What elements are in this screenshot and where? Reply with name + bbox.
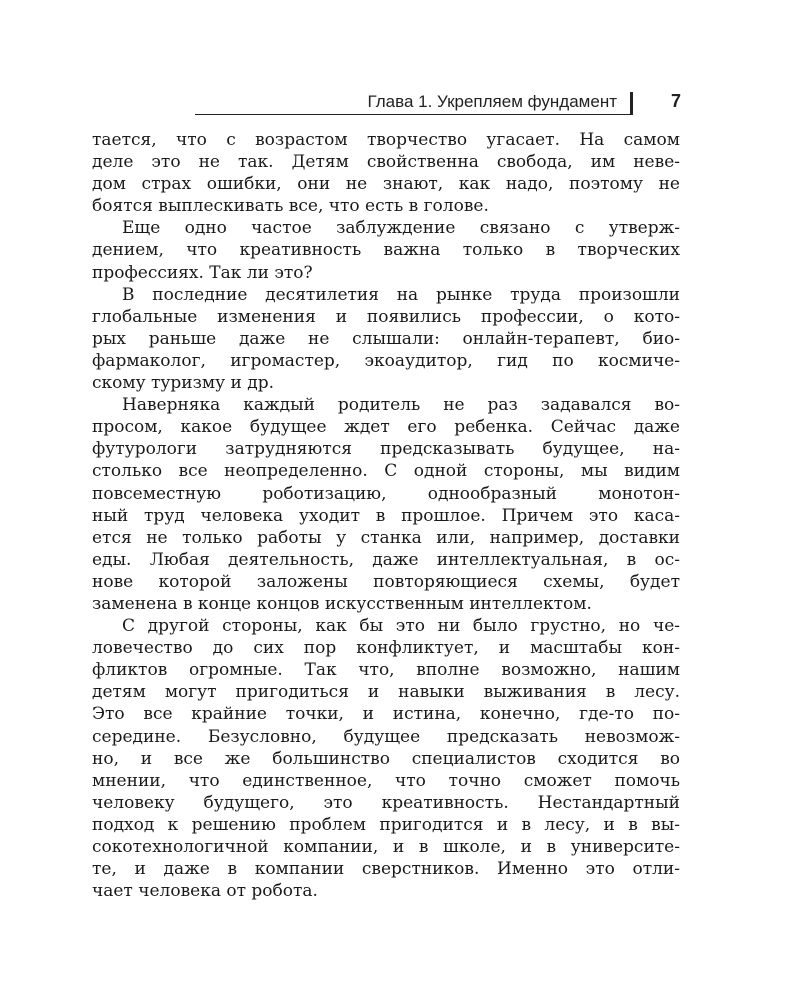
chapter-title: Глава 1. Укрепляем фундамент — [367, 92, 617, 111]
text-line: боятся выплескивать все, что есть в голове. — [92, 196, 489, 217]
text-line: глобальные изменения и появились профессии, о кото- — [92, 306, 680, 327]
page-number: 7 — [670, 91, 681, 111]
text-line: С другой стороны, как бы это ни было грустно, но че- — [122, 616, 680, 637]
text-line: рых раньше даже не слышали: онлайн-терапевт, био- — [92, 328, 680, 349]
text-line: чает человека от робота. — [92, 881, 318, 902]
text-line: сокотехнологичной компании, и в школе, и в университе- — [92, 837, 680, 857]
text-line: фликтов огромные. Так что, вполне возможно, нашим — [92, 660, 680, 681]
text-line: но, и все же большинство специалистов сходится во — [92, 748, 680, 769]
running-header — [195, 88, 685, 118]
text-line: ный труд человека уходит в прошлое. Причем это каса- — [92, 505, 680, 526]
text-line: заменена в конце концов искусственным интеллектом. — [92, 593, 592, 614]
text-line: просом, какое будущее ждет его ребенка. Сейчас даже — [92, 417, 680, 438]
text-line: Наверняка каждый родитель не раз задавался во- — [122, 395, 680, 416]
text-line: дением, что креативность важна только в творческих — [92, 240, 680, 261]
text-line: подход к решению проблем пригодится и в лесу, и в вы- — [92, 814, 680, 835]
text-line: деле это не так. Детям свойственна свобода, им неве- — [92, 152, 680, 173]
body-text — [92, 129, 680, 902]
header-rule — [195, 114, 633, 115]
text-line: детям могут пригодиться и навыки выживания в лесу. — [92, 682, 680, 703]
text-line: ловечество до сих пор конфликтует, и масштабы кон- — [92, 638, 680, 659]
text-line: ется не только работы у станка или, например, доставки — [92, 527, 680, 548]
text-line: фармаколог, игромастер, экоаудитор, гид по космиче- — [92, 350, 680, 371]
text-line: Еще одно частое заблуждение связано с утверж- — [122, 218, 680, 239]
text-line: тается, что с возрастом творчество угасает. На самом — [92, 130, 680, 150]
text-line: те, и даже в компании сверстников. Именно это отли- — [92, 859, 680, 880]
text-line: столько все неопределенно. С одной стороны, мы видим — [92, 461, 680, 482]
text-line: еды. Любая деятельность, даже интеллектуальная, в ос- — [92, 549, 680, 570]
text-line: повсеместную роботизацию, однообразный монотон- — [92, 483, 680, 504]
text-line: человеку будущего, это креативность. Нестандартный — [92, 792, 680, 813]
text-line: профессиях. Так ли это? — [92, 262, 313, 283]
text-line: дом страх ошибки, они не знают, как надо, поэтому не — [92, 174, 680, 195]
text-line: середине. Безусловно, будущее предсказать невозмож- — [92, 726, 680, 747]
text-line: нове которой заложены повторяющиеся схемы, будет — [92, 571, 680, 592]
text-line: скому туризму и др. — [92, 373, 275, 394]
text-line: В последние десятилетия на рынке труда произошли — [122, 284, 680, 305]
text-line: Это все крайние точки, и истина, конечно, где-то по- — [92, 704, 680, 725]
header-separator-bar — [630, 92, 633, 114]
text-line: футурологи затрудняются предсказывать будущее, на- — [92, 439, 680, 460]
text-line: мнении, что единственное, что точно сможет помочь — [92, 770, 680, 791]
